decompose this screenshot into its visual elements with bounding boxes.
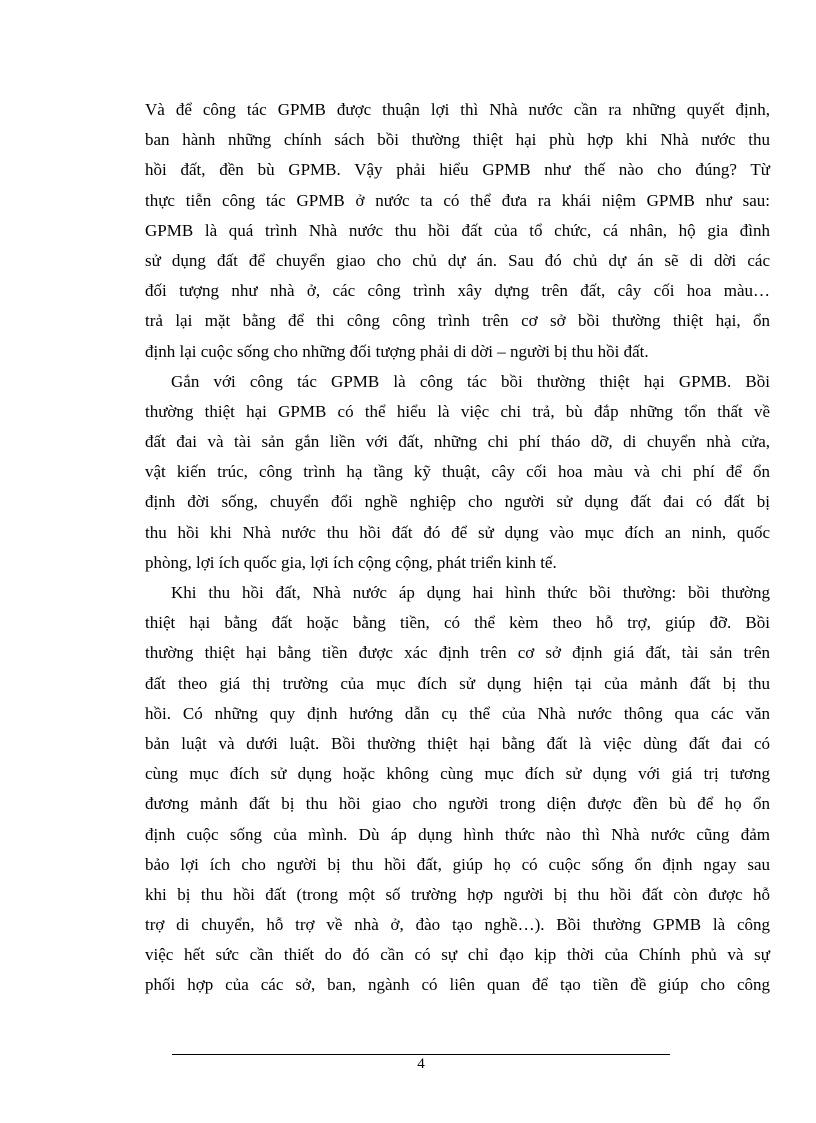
text-line: ban hành những chính sách bồi thường thiệt hại phù hợp khi Nhà nước thu <box>145 130 770 150</box>
paragraph <box>145 367 770 578</box>
text-line: vật kiến trúc, công trình hạ tầng kỹ thuật, cây cối hoa màu và chi phí để ổn <box>145 462 770 482</box>
text-line: hồi đất, đền bù GPMB. Vậy phải hiểu GPMB như thế nào cho đúng? Từ <box>145 160 770 180</box>
text-line: đất đai và tài sản gắn liền với đất, những chi phí tháo dỡ, di chuyển nhà cửa, <box>145 432 770 452</box>
text-line: cùng mục đích sử dụng hoặc không cùng mục đích sử dụng với giá trị tương <box>145 764 770 784</box>
text-line: thu hồi khi Nhà nước thu hồi đất đó để sử dụng vào mục đích an ninh, quốc <box>145 522 770 542</box>
text-line: Và để công tác GPMB được thuận lợi thì Nhà nước cần ra những quyết định, <box>145 100 770 119</box>
text-line: thực tiễn công tác GPMB ở nước ta có thể đưa ra khái niệm GPMB như sau: <box>145 190 770 210</box>
text-line: thường thiệt hại GPMB có thể hiểu là việc chi trả, bù đắp những tổn thất về <box>145 401 770 421</box>
text-line: phòng, lợi ích quốc gia, lợi ích cộng cộng, phát triển kinh tế. <box>145 552 557 572</box>
footer-divider <box>172 1054 670 1055</box>
text-line: việc hết sức cần thiết do đó cần có sự chỉ đạo kịp thời của Chính phủ và sự <box>145 945 770 965</box>
text-line: đất theo giá thị trường của mục đích sử dụng hiện tại của mảnh đất bị thu <box>145 673 770 693</box>
text-line: sử dụng đất để chuyển giao cho chủ dự án. Sau đó chủ dự án sẽ di dời các <box>145 250 770 270</box>
text-line: thường thiệt hại bằng tiền được xác định trên cơ sở định giá đất, tài sản trên <box>145 643 770 663</box>
text-line: trợ di chuyển, hỗ trợ về nhà ở, đào tạo nghề…). Bồi thường GPMB là công <box>145 915 770 935</box>
text-line: đối tượng như nhà ở, các công trình xây dựng trên đất, cây cối hoa màu… <box>145 281 770 301</box>
text-line: thiệt hại bằng đất hoặc bằng tiền, có thể kèm theo hỗ trợ, giúp đỡ. Bồi <box>145 613 770 633</box>
paragraph <box>145 578 770 1001</box>
body-text <box>145 95 770 1001</box>
text-line: bản luật và dưới luật. Bồi thường thiệt hại bằng đất là việc dùng đất đai có <box>145 733 770 753</box>
text-line: Gắn với công tác GPMB là công tác bồi thường thiệt hại GPMB. Bồi <box>171 371 770 391</box>
text-line: trả lại mặt bằng để thi công công trình trên cơ sở bồi thường thiệt hại, ổn <box>145 311 770 331</box>
text-line: định cuộc sống của mình. Dù áp dụng hình thức nào thì Nhà nước cũng đảm <box>145 824 770 844</box>
text-line: Khi thu hồi đất, Nhà nước áp dụng hai hình thức bồi thường: bồi thường <box>171 583 770 602</box>
text-line: định lại cuộc sống cho những đối tượng phải di dời – người bị thu hồi đất. <box>145 341 649 361</box>
text-line: hồi. Có những quy định hướng dẫn cụ thể của Nhà nước thông qua các văn <box>145 703 770 723</box>
text-line: GPMB là quá trình Nhà nước thu hồi đất của tổ chức, cá nhân, hộ gia đình <box>145 220 770 240</box>
text-line: bảo lợi ích cho người bị thu hồi đất, giúp họ có cuộc sống ổn định ngay sau <box>145 854 770 874</box>
text-line: định đời sống, chuyển đổi nghề nghiệp cho người sử dụng đất đai có đất bị <box>145 492 770 512</box>
page-number: 4 <box>417 1056 425 1072</box>
text-line: đương mảnh đất bị thu hồi giao cho người trong diện được đền bù để họ ổn <box>145 794 770 814</box>
text-line: khi bị thu hồi đất (trong một số trường hợp người bị thu hồi đất còn được hỗ <box>145 884 770 904</box>
text-line: phối hợp của các sở, ban, ngành có liên quan để tạo tiền đề giúp cho công <box>145 975 770 995</box>
paragraph <box>145 95 770 367</box>
